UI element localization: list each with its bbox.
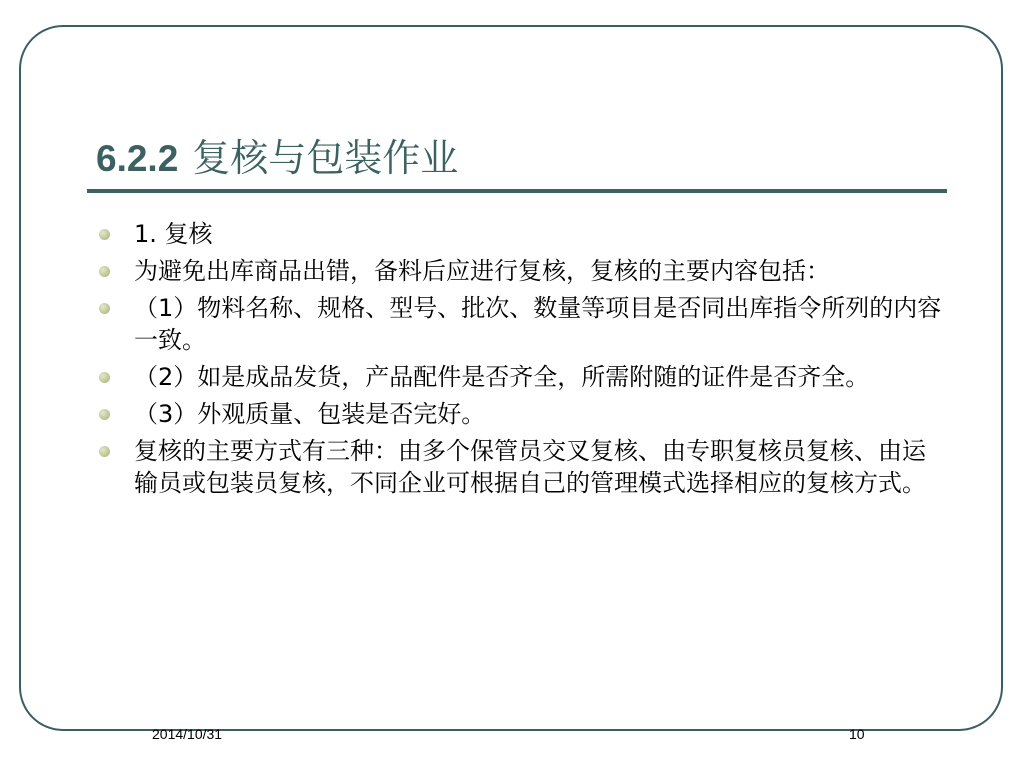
slide-title bbox=[96, 126, 458, 190]
bullet-item bbox=[96, 292, 946, 356]
bullet-item bbox=[96, 255, 946, 287]
bullet-item bbox=[96, 398, 946, 430]
bullet-text: （1）物料名称、规格、型号、批次、数量等项目是否同出库指令所列的内容一致。 bbox=[134, 294, 942, 354]
footer-date: 2014/10/31 bbox=[152, 726, 223, 742]
bullet-text: （3）外观质量、包装是否完好。 bbox=[134, 400, 486, 428]
title-underline bbox=[87, 189, 947, 193]
bullet-icon bbox=[99, 303, 110, 314]
bullet-icon bbox=[99, 446, 110, 457]
bullet-text: 1. 复核 bbox=[134, 220, 213, 248]
slide-title-text: 复核与包装作业 bbox=[192, 136, 459, 180]
bullet-icon bbox=[99, 229, 110, 240]
bullet-item bbox=[96, 435, 946, 499]
slide-title-number: 6.2.2 bbox=[96, 138, 179, 179]
bullet-text: 为避免出库商品出错，备料后应进行复核，复核的主要内容包括： bbox=[134, 257, 830, 285]
bullet-item bbox=[96, 361, 946, 393]
page-number: 10 bbox=[849, 726, 865, 742]
bullet-icon bbox=[99, 409, 110, 420]
bullet-list bbox=[96, 218, 946, 504]
bullet-text: （2）如是成品发货，产品配件是否齐全，所需附随的证件是否齐全。 bbox=[134, 363, 870, 391]
bullet-item bbox=[96, 218, 946, 250]
bullet-icon bbox=[99, 266, 110, 277]
bullet-text: 复核的主要方式有三种：由多个保管员交叉复核、由专职复核员复核、由运输员或包装员复核，不同企业可根据自己的管理模式选择相应的复核方式。 bbox=[134, 437, 926, 497]
bullet-icon bbox=[99, 372, 110, 383]
